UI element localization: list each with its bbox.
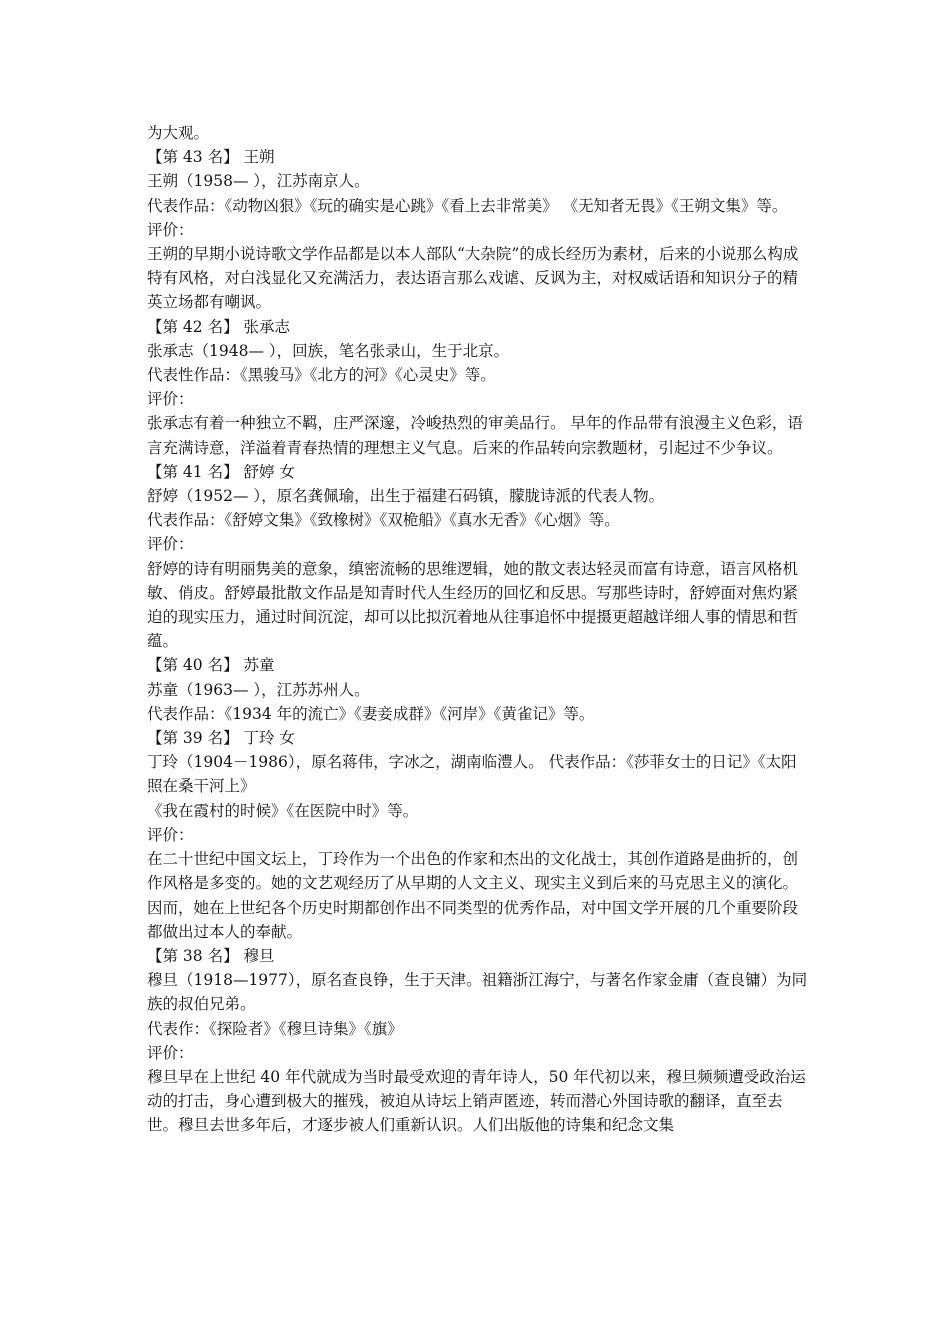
review-paragraph: 在二十世纪中国文坛上，丁玲作为一个出色的作家和杰出的文化战士，其创作道路是曲折的，创作风格是多变的。她的文艺观经历了从早期的人文主义、现实主义到后来的马克思主义的演化。因而，她在上世纪各个历史时期都创作出不同类型的优秀作品，对中国文学开展的几个重要阶段都做出过本人的奉献。 bbox=[147, 850, 799, 941]
author-info-line: 丁玲（1904－1986），原名蒋伟，字冰之，湖南临澧人。 代表作品：《莎菲女士的日记》《太阳照在桑干河上》 bbox=[147, 753, 797, 796]
works-line: 代表作：《探险者》《穆旦诗集》《旗》 bbox=[147, 1019, 403, 1038]
section-heading-40: 【第 40 名】 苏童 bbox=[147, 656, 275, 675]
section-heading-42: 【第 42 名】 张承志 bbox=[147, 317, 291, 336]
author-info-line: 张承志（1948— ），回族，笔名张录山，生于北京。 bbox=[147, 341, 510, 360]
section-heading-41: 【第 41 名】 舒婷 女 bbox=[147, 462, 295, 481]
author-info-line: 王朔（1958— ），江苏南京人。 bbox=[147, 172, 370, 191]
section-heading-38: 【第 38 名】 穆旦 bbox=[147, 946, 275, 965]
review-paragraph: 穆旦早在上世纪 40 年代就成为当时最受欢迎的青年诗人，50 年代初以来，穆旦频频遭受政治运动的打击，身心遭到极大的摧残，被迫从诗坛上销声匿迹，转而潜心外国诗歌的翻译，直至去世。穆旦去世多年后，才逐步被人们重新认识。人们出版他的诗集和纪念文集 bbox=[147, 1067, 806, 1135]
works-line: 代表作品：《1934 年的流亡》《妻妾成群》《河岸》《黄雀记》等。 bbox=[147, 704, 595, 723]
review-label: 评价： bbox=[147, 1043, 194, 1062]
review-label: 评价： bbox=[147, 535, 194, 554]
review-paragraph: 舒婷的诗有明丽隽美的意象，缜密流畅的思维逻辑，她的散文表达轻灵而富有诗意，语言风格机敏、俏皮。舒婷最批散文作品是知青时代人生经历的回忆和反思。写那些诗时，舒婷面对焦灼紧迫的现实压力，通过时间沉淀，却可以比拟沉着地从往事追怀中提摄更超越详细人事的情思和哲蕴。 bbox=[147, 559, 799, 651]
works-line: 《我在霞村的时候》《在医院中时》等。 bbox=[147, 801, 419, 820]
review-label: 评价： bbox=[147, 825, 194, 844]
author-info-line: 穆旦（1918—1977），原名查良铮，生于天津。祖籍浙江海宁，与著名作家金庸（查良镛）为同族的叔伯兄弟。 bbox=[147, 971, 808, 1014]
section-heading-39: 【第 39 名】 丁玲 女 bbox=[147, 729, 295, 748]
text-line: 为大观。 bbox=[147, 124, 210, 142]
works-line: 代表作品：《动物凶狠》《玩的确实是心跳》《看上去非常美》 《无知者无畏》《王朔文集》等。 bbox=[147, 196, 788, 215]
section-heading-43: 【第 43 名】 王朔 bbox=[147, 148, 275, 167]
review-paragraph: 王朔的早期小说诗歌文学作品都是以本人部队“大杂院”的成长经历为素材，后来的小说那么构成特有风格，对白浅显化又充满活力，表达语言那么戏谑、反讽为主，对权威话语和知识分子的精英立场都有嘲讽。 bbox=[147, 245, 799, 312]
review-label: 评价： bbox=[147, 390, 194, 409]
review-paragraph: 张承志有着一种独立不羁，庄严深邃，冷峻热烈的审美品行。 早年的作品带有浪漫主义色彩，语言充满诗意，洋溢着青春热情的理想主义气息。后来的作品转向宗教题材，引起过不少争议。 bbox=[147, 414, 803, 457]
author-info-line: 苏童（1963— ），江苏苏州人。 bbox=[147, 680, 370, 699]
works-line: 代表性作品：《黑骏马》《北方的河》《心灵史》等。 bbox=[147, 366, 496, 385]
review-label: 评价： bbox=[147, 220, 194, 239]
document-page bbox=[147, 121, 811, 1138]
author-info-line: 舒婷（1952— ），原名龚佩瑜，出生于福建石码镇，朦胧诗派的代表人物。 bbox=[147, 487, 665, 506]
works-line: 代表作品：《舒婷文集》《致橡树》《双桅船》《真水无香》《心烟》等。 bbox=[147, 511, 620, 530]
